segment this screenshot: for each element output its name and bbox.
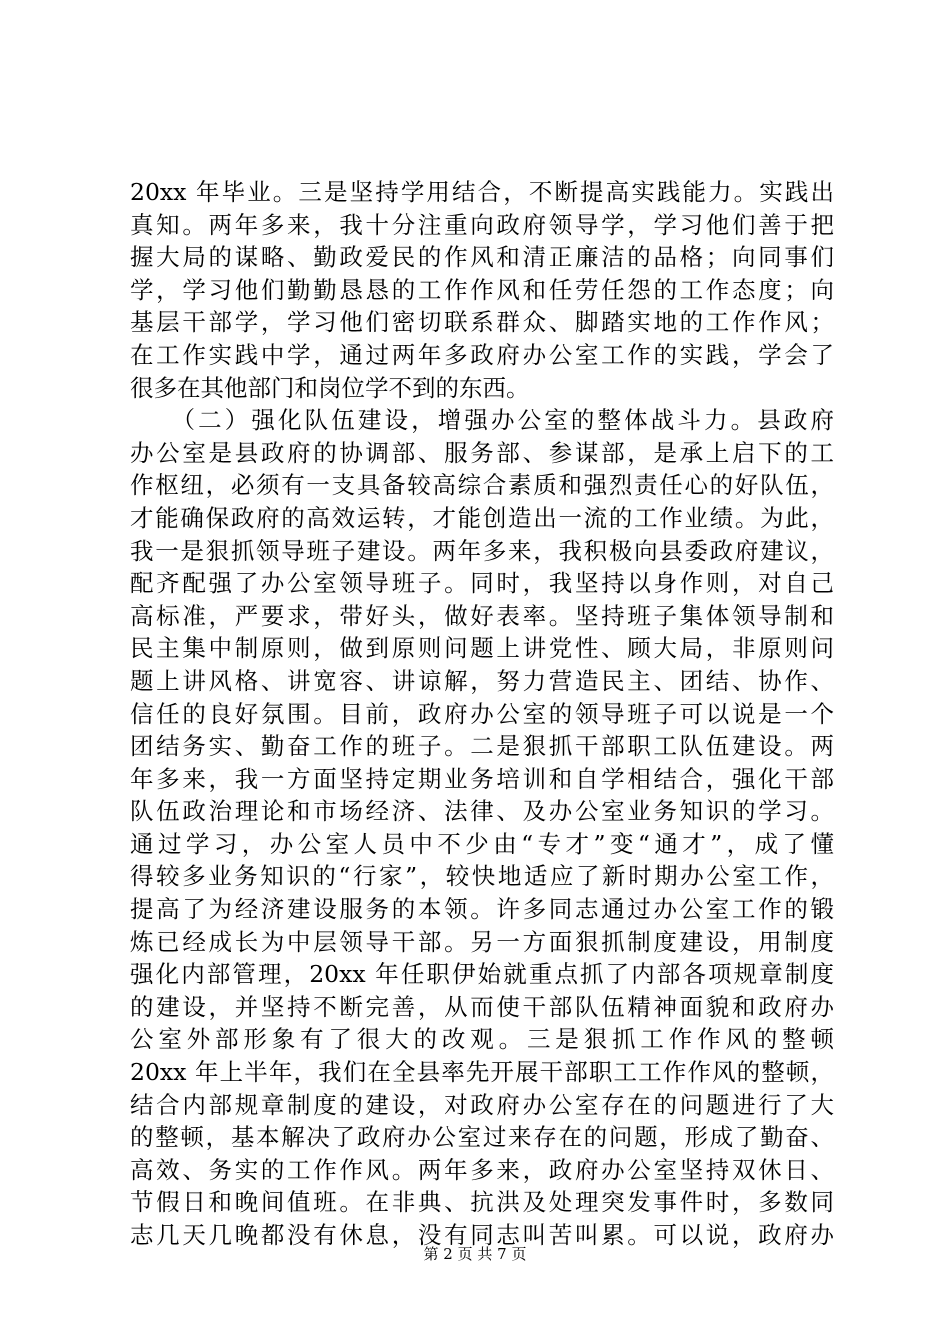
text-line: 年多来，我一方面坚持定期业务培训和自学相结合，强化干部 [130, 764, 834, 793]
page-footer: 第 2 页 共 7 页 [423, 1245, 527, 1263]
text-line: 志几天几晚都没有休息，没有同志叫苦叫累。可以说，政府办 [130, 1221, 834, 1249]
text-line: 我一是狠抓领导班子建设。两年多来，我积极向县委政府建议， [130, 536, 834, 565]
text-line: 作枢纽，必须有一支具备较高综合素质和强烈责任心的好队伍， [130, 471, 834, 500]
text-line: 民主集中制原则，做到原则问题上讲党性、顾大局，非原则问 [130, 634, 834, 663]
text-line: （二）强化队伍建设，增强办公室的整体战斗力。县政府 [130, 406, 834, 435]
text-line: 强化内部管理，20xx 年任职伊始就重点抓了内部各项规章制度 [130, 960, 834, 989]
text-line: 信任的良好氛围。目前，政府办公室的领导班子可以说是一个 [130, 699, 834, 728]
text-line: 公室外部形象有了很大的改观。三是狠抓工作作风的整顿 [130, 1025, 834, 1054]
text-line: 20xx 年毕业。三是坚持学用结合，不断提高实践能力。实践出 [130, 178, 834, 206]
text-line: 真知。两年多来，我十分注重向政府领导学，学习他们善于把 [130, 210, 834, 239]
text-line: 的整顿，基本解决了政府办公室过来存在的问题，形成了勤奋、 [130, 1123, 834, 1152]
text-line: 才能确保政府的高效运转，才能创造出一流的工作业绩。为此， [130, 503, 834, 532]
text-line: 提高了为经济建设服务的本领。许多同志通过办公室工作的锻 [130, 895, 834, 924]
text-line: 高标准，严要求，带好头，做好表率。坚持班子集体领导制和 [130, 601, 834, 630]
text-line: 题上讲风格、讲宽容、讲谅解，努力营造民主、团结、协作、 [130, 666, 834, 695]
text-line: 基层干部学，学习他们密切联系群众、脚踏实地的工作作风； [130, 308, 834, 337]
text-line: 配齐配强了办公室领导班子。同时，我坚持以身作则，对自己 [130, 569, 834, 598]
text-line: 在工作实践中学，通过两年多政府办公室工作的实践，学会了 [130, 340, 834, 369]
text-line: 20xx 年上半年，我们在全县率先开展干部职工工作作风的整顿， [130, 1058, 834, 1087]
text-line: 得较多业务知识的“行家”，较快地适应了新时期办公室工作， [130, 862, 834, 891]
text-line: 握大局的谋略、勤政爱民的作风和清正廉洁的品格；向同事们 [130, 243, 834, 272]
body-text [130, 176, 834, 1252]
paragraph-end-line: 很多在其他部门和岗位学不到的东西。 [130, 373, 530, 402]
text-line: 炼已经成长为中层领导干部。另一方面狠抓制度建设，用制度 [130, 927, 834, 956]
text-line: 的建设，并坚持不断完善，从而使干部队伍精神面貌和政府办 [130, 992, 834, 1021]
text-line: 学，学习他们勤勤恳恳的工作作风和任劳任怨的工作态度；向 [130, 275, 834, 304]
text-line: 节假日和晚间值班。在非典、抗洪及处理突发事件时，多数同 [130, 1188, 834, 1217]
text-line: 队伍政治理论和市场经济、法律、及办公室业务知识的学习。 [130, 797, 834, 826]
text-line: 结合内部规章制度的建设，对政府办公室存在的问题进行了大 [130, 1090, 834, 1119]
text-line: 办公室是县政府的协调部、服务部、参谋部，是承上启下的工 [130, 438, 834, 467]
text-line: 团结务实、勤奋工作的班子。二是狠抓干部职工队伍建设。两 [130, 732, 834, 761]
text-line: 高效、务实的工作作风。两年多来，政府办公室坚持双休日、 [130, 1155, 834, 1184]
text-line: 通过学习，办公室人员中不少由“专才”变“通才”，成了懂 [130, 829, 834, 858]
